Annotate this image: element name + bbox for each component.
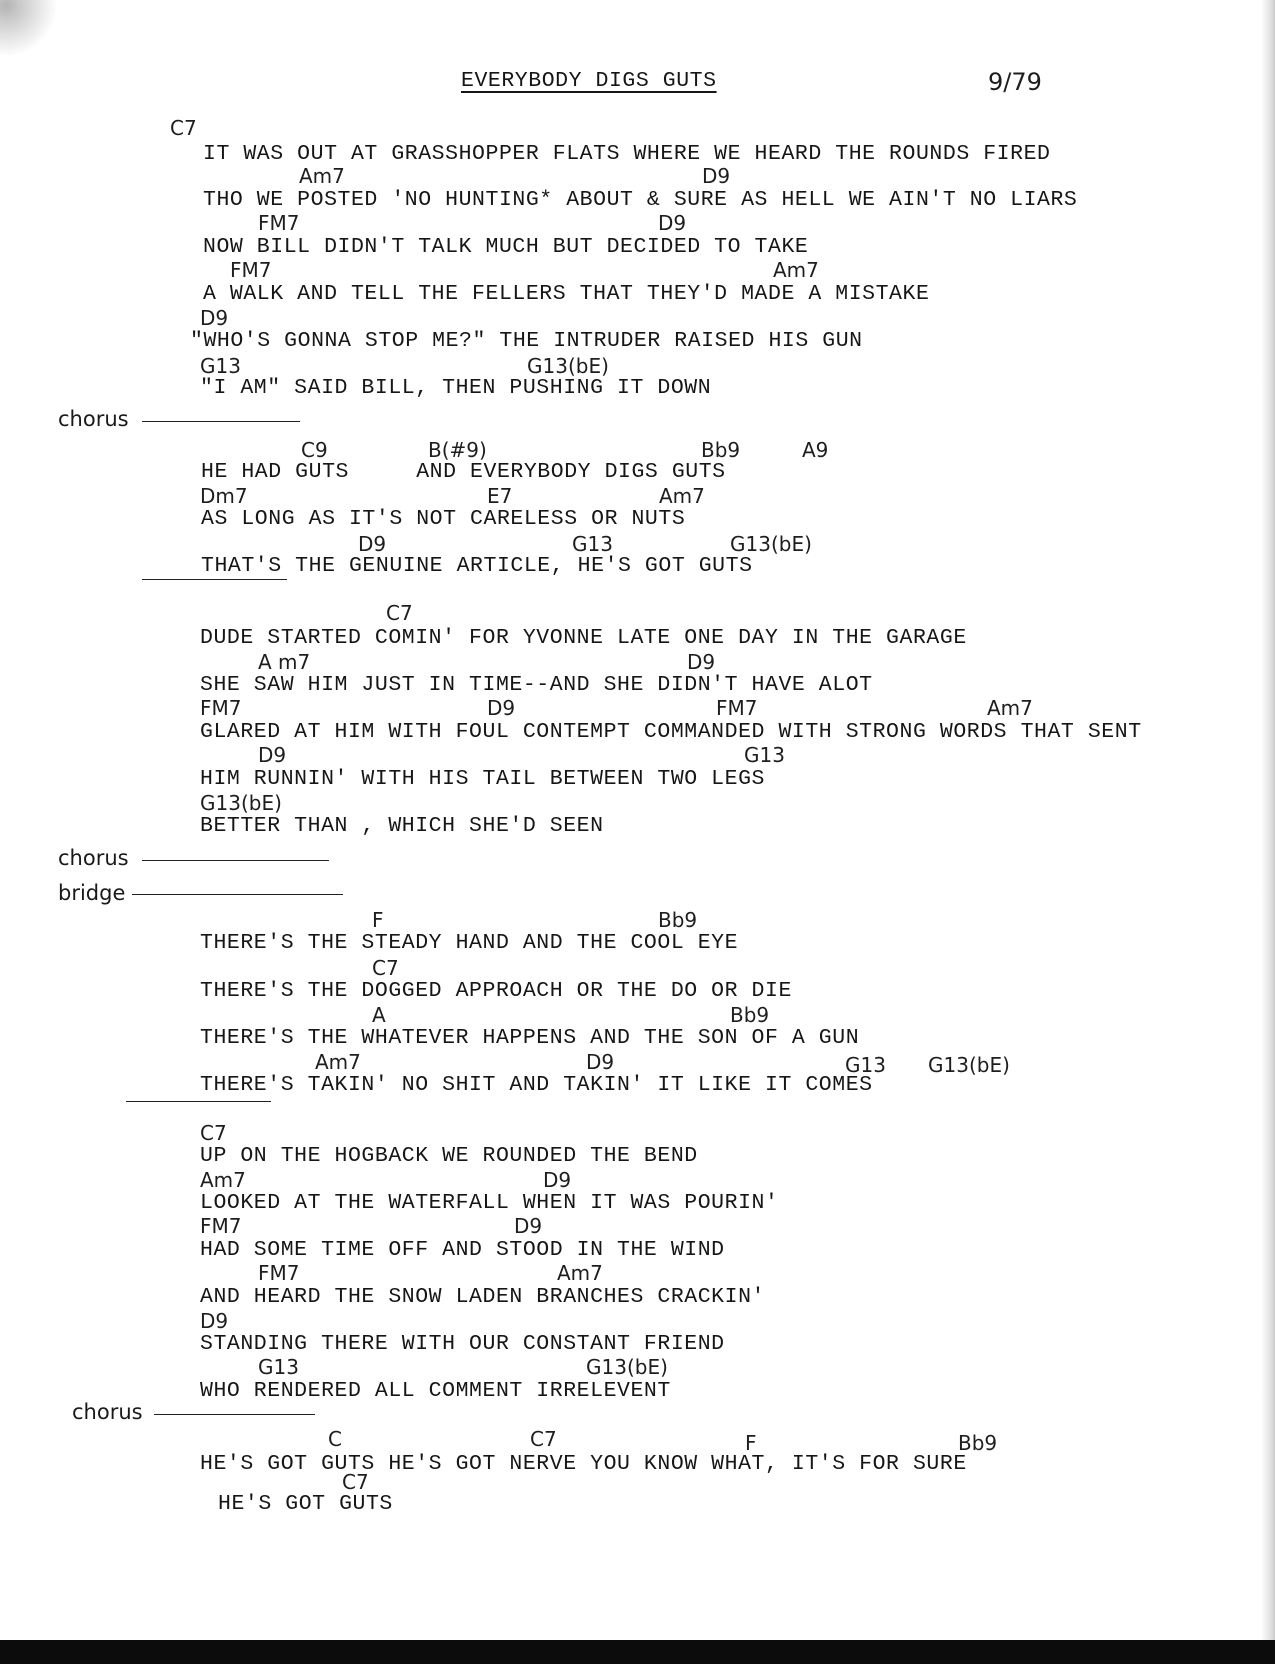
chord: C (328, 1427, 342, 1451)
chord: G13(bE) (200, 791, 282, 815)
section-rule (142, 421, 300, 422)
chord: D9 (487, 696, 516, 720)
lyric-line: NOW BILL DIDN'T TALK MUCH BUT DECIDED TO TAKE (203, 235, 809, 259)
scan-speckle (0, 0, 60, 55)
lyric-line: BETTER THAN , WHICH SHE'D SEEN (200, 814, 604, 838)
chord: C7 (386, 601, 413, 625)
section-rule (132, 894, 343, 895)
chord: Bb9 (701, 438, 741, 462)
lyric-line: HE'S GOT GUTS (218, 1492, 393, 1516)
chord: D9 (702, 164, 731, 188)
section-rule (154, 1414, 315, 1415)
section-label-chorus: chorus (58, 846, 129, 870)
chord: FM7 (200, 1214, 242, 1238)
lyric-line: DUDE STARTED COMIN' FOR YVONNE LATE ONE DAY IN THE GARAGE (200, 626, 967, 650)
chord: Bb9 (730, 1003, 770, 1027)
chord: D9 (658, 211, 687, 235)
lyric-line: STANDING THERE WITH OUR CONSTANT FRIEND (200, 1332, 725, 1356)
chord: C7 (530, 1427, 557, 1451)
lyric-line: LOOKED AT THE WATERFALL WHEN IT WAS POURIN' (200, 1191, 779, 1215)
lyric-line: UP ON THE HOGBACK WE ROUNDED THE BEND (200, 1144, 698, 1168)
lyric-line: HAD SOME TIME OFF AND STOOD IN THE WIND (200, 1238, 725, 1262)
chord: D9 (687, 650, 716, 674)
chord: C7 (372, 956, 399, 980)
chord: FM7 (258, 211, 300, 235)
chord: G13(bE) (586, 1355, 668, 1379)
scan-bottom-border (0, 1640, 1275, 1664)
scan-edge-shadow (1261, 0, 1275, 1664)
chord: F (745, 1431, 757, 1455)
lyric-line: THERE'S THE DOGGED APPROACH OR THE DO OR DIE (200, 979, 792, 1003)
chord: A m7 (258, 650, 311, 674)
date: 9/79 (988, 68, 1042, 96)
chord: C7 (200, 1121, 227, 1145)
chord: D9 (586, 1050, 615, 1074)
section-label-bridge: bridge (58, 881, 126, 905)
section-rule (142, 579, 287, 580)
chord: G13(bE) (928, 1053, 1010, 1077)
lyric-line: "I AM" SAID BILL, THEN PUSHING IT DOWN (200, 376, 712, 400)
chord: Bb9 (658, 908, 698, 932)
section-label-chorus: chorus (58, 407, 129, 431)
lyric-line: IT WAS OUT AT GRASSHOPPER FLATS WHERE WE HEARD THE ROUNDS FIRED (203, 142, 1051, 166)
chord: Am7 (315, 1050, 361, 1074)
chord: D9 (200, 1309, 229, 1333)
chord: Am7 (200, 1168, 246, 1192)
chord: C9 (301, 438, 328, 462)
chord: G13 (258, 1355, 299, 1379)
chord: G13(bE) (527, 354, 609, 378)
lyric-line: THERE'S THE WHATEVER HAPPENS AND THE SON OF A GUN (200, 1026, 860, 1050)
section-rule (126, 1101, 271, 1102)
chord: G13 (200, 354, 241, 378)
lyric-line: A WALK AND TELL THE FELLERS THAT THEY'D MADE A MISTAKE (203, 282, 930, 306)
lyric-line: HE HAD GUTS AND EVERYBODY DIGS GUTS (201, 460, 726, 484)
lyric-line: AND HEARD THE SNOW LADEN BRANCHES CRACKIN' (200, 1285, 765, 1309)
lyric-line: HIM RUNNIN' WITH HIS TAIL BETWEEN TWO LEGS (200, 767, 765, 791)
chord: D9 (514, 1214, 543, 1238)
lyric-line: SHE SAW HIM JUST IN TIME--AND SHE DIDN'T HAVE ALOT (200, 673, 873, 697)
chord: FM7 (258, 1261, 300, 1285)
chord: Bb9 (958, 1431, 998, 1455)
chord: B(#9) (428, 438, 487, 462)
lyric-line: HE'S GOT GUTS HE'S GOT NERVE YOU KNOW WHAT, IT'S FOR SURE (200, 1452, 967, 1476)
lyric-line: "WHO'S GONNA STOP ME?" THE INTRUDER RAISED HIS GUN (190, 329, 863, 353)
chord: Am7 (659, 484, 705, 508)
lyric-line: GLARED AT HIM WITH FOUL CONTEMPT COMMANDED WITH STRONG WORDS THAT SENT (200, 720, 1142, 744)
chord: F (372, 908, 384, 932)
chord: Am7 (299, 164, 345, 188)
chord: C7 (170, 116, 197, 140)
chord: D9 (258, 743, 287, 767)
chord: G13 (572, 532, 613, 556)
lyric-line: THERE'S TAKIN' NO SHIT AND TAKIN' IT LIKE IT COMES (200, 1073, 873, 1097)
chord: Am7 (773, 258, 819, 282)
section-label-chorus: chorus (72, 1400, 143, 1424)
chord: Dm7 (200, 484, 248, 508)
chord: C7 (342, 1470, 369, 1494)
chord: Am7 (987, 696, 1033, 720)
chord: D9 (358, 532, 387, 556)
chord: FM7 (716, 696, 758, 720)
chord: FM7 (230, 258, 272, 282)
lyric-line: WHO RENDERED ALL COMMENT IRRELEVENT (200, 1379, 671, 1403)
chord: G13 (744, 743, 785, 767)
chord: D9 (543, 1168, 572, 1192)
chord: G13(bE) (730, 532, 812, 556)
chord: FM7 (200, 696, 242, 720)
chord: A9 (802, 438, 829, 462)
lyric-line: AS LONG AS IT'S NOT CARELESS OR NUTS (201, 507, 686, 531)
chord: E7 (487, 484, 513, 508)
lyric-line: THERE'S THE STEADY HAND AND THE COOL EYE (200, 931, 739, 955)
song-title: EVERYBODY DIGS GUTS (461, 69, 717, 93)
chord: G13 (845, 1053, 886, 1077)
chord: Am7 (557, 1261, 603, 1285)
lyric-line: THO WE POSTED 'NO HUNTING* ABOUT & SURE AS HELL WE AIN'T NO LIARS (203, 188, 1078, 212)
chord: D9 (200, 306, 229, 330)
section-rule (142, 860, 329, 861)
chord: A (372, 1003, 386, 1027)
lyric-line: THAT'S THE GENUINE ARTICLE, HE'S GOT GUTS (201, 554, 753, 578)
